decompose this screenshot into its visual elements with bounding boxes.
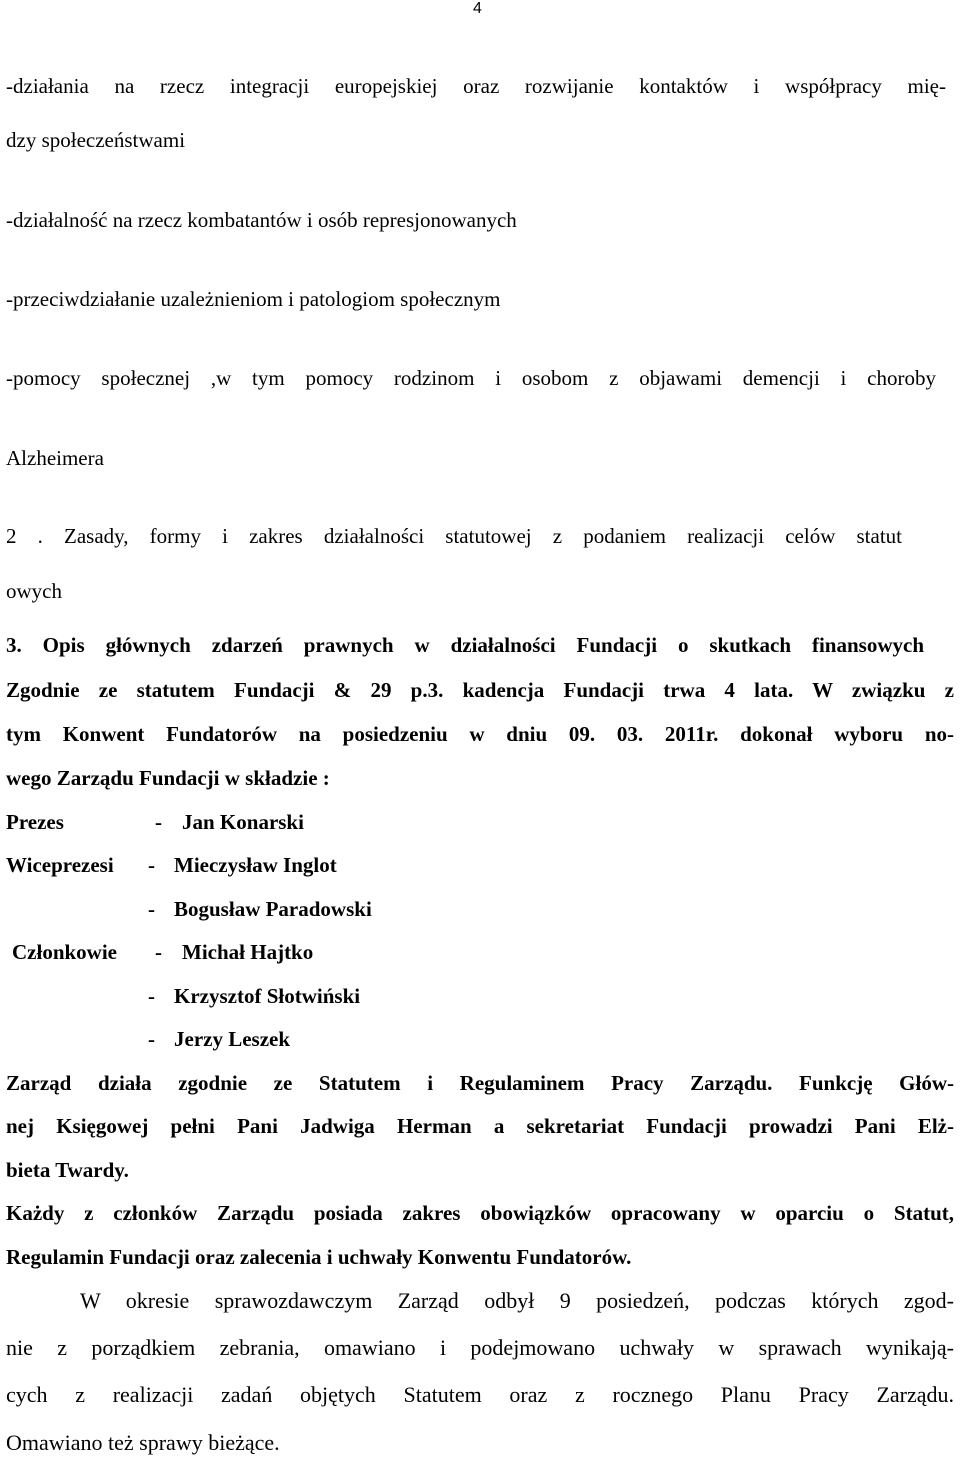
board-member-name: Bogusław Paradowski <box>174 897 372 921</box>
section-3-line: tym Konwent Fundatorów na posiedzeniu w dniu 09. 03. 2011r. dokonał wyboru no- <box>6 722 954 746</box>
board-member-name: Jan Konarski <box>182 810 304 834</box>
paragraph-line: nie z porządkiem zebrania, omawiano i podejmowano uchwały w sprawach wynikają- <box>6 1335 954 1360</box>
list-item: dzy społeczeństwami <box>6 128 186 152</box>
board-role: Wiceprezesi <box>6 853 114 877</box>
paragraph-line: Każdy z członków Zarządu posiada zakres obowiązków opracowany w oparciu o Statut, <box>6 1201 954 1225</box>
board-role: Członkowie <box>12 940 117 964</box>
page-number: 4 <box>473 0 482 17</box>
paragraph-line: nej Księgowej pełni Pani Jadwiga Herman a sekretariat Fundacji prowadzi Pani Elż- <box>6 1114 954 1138</box>
paragraph-line: bieta Twardy. <box>6 1158 129 1182</box>
list-item: Alzheimera <box>6 446 104 470</box>
board-dash: - <box>148 853 155 877</box>
board-member-name: Krzysztof Słotwiński <box>174 984 361 1008</box>
board-role: Prezes <box>6 810 64 834</box>
board-dash: - <box>155 940 162 964</box>
section-3-line: wego Zarządu Fundacji w składzie : <box>6 766 330 790</box>
board-dash: - <box>148 897 155 921</box>
paragraph-line: Omawiano też sprawy bieżące. <box>6 1430 280 1455</box>
section-3-line: Zgodnie ze statutem Fundacji & 29 p.3. kadencja Fundacji trwa 4 lata. W związku z <box>6 678 954 702</box>
paragraph-line: W okresie sprawozdawczym Zarząd odbył 9 posiedzeń, podczas których zgod- <box>80 1288 954 1313</box>
section-2-heading: 2 . Zasady, formy i zakres działalności statutowej z podaniem realizacji celów statut <box>6 524 902 548</box>
board-member-name: Michał Hajtko <box>182 940 314 964</box>
paragraph-line: Regulamin Fundacji oraz zalecenia i uchwały Konwentu Fundatorów. <box>6 1245 632 1269</box>
list-item: -przeciwdziałanie uzależnieniom i patologiom społecznym <box>6 287 501 311</box>
board-member-name: Mieczysław Inglot <box>174 853 337 877</box>
paragraph-line: Zarząd działa zgodnie ze Statutem i Regulaminem Pracy Zarządu. Funkcję Głów- <box>6 1071 954 1095</box>
list-item: -pomocy społecznej ,w tym pomocy rodzinom i osobom z objawami demencji i choroby <box>6 366 936 390</box>
paragraph-line: cych z realizacji zadań objętych Statutem oraz z rocznego Planu Pracy Zarządu. <box>6 1382 954 1407</box>
section-3-heading: 3. Opis głównych zdarzeń prawnych w działalności Fundacji o skutkach finansowych <box>6 633 924 657</box>
board-dash: - <box>148 984 155 1008</box>
list-item: -działalność na rzecz kombatantów i osób represjonowanych <box>6 208 517 232</box>
section-2-heading-cont: owych <box>6 579 62 603</box>
board-dash: - <box>155 810 162 834</box>
list-item: -działania na rzecz integracji europejskiej oraz rozwijanie kontaktów i współpracy mię- <box>6 74 946 98</box>
board-dash: - <box>148 1027 155 1051</box>
board-member-name: Jerzy Leszek <box>174 1027 291 1051</box>
